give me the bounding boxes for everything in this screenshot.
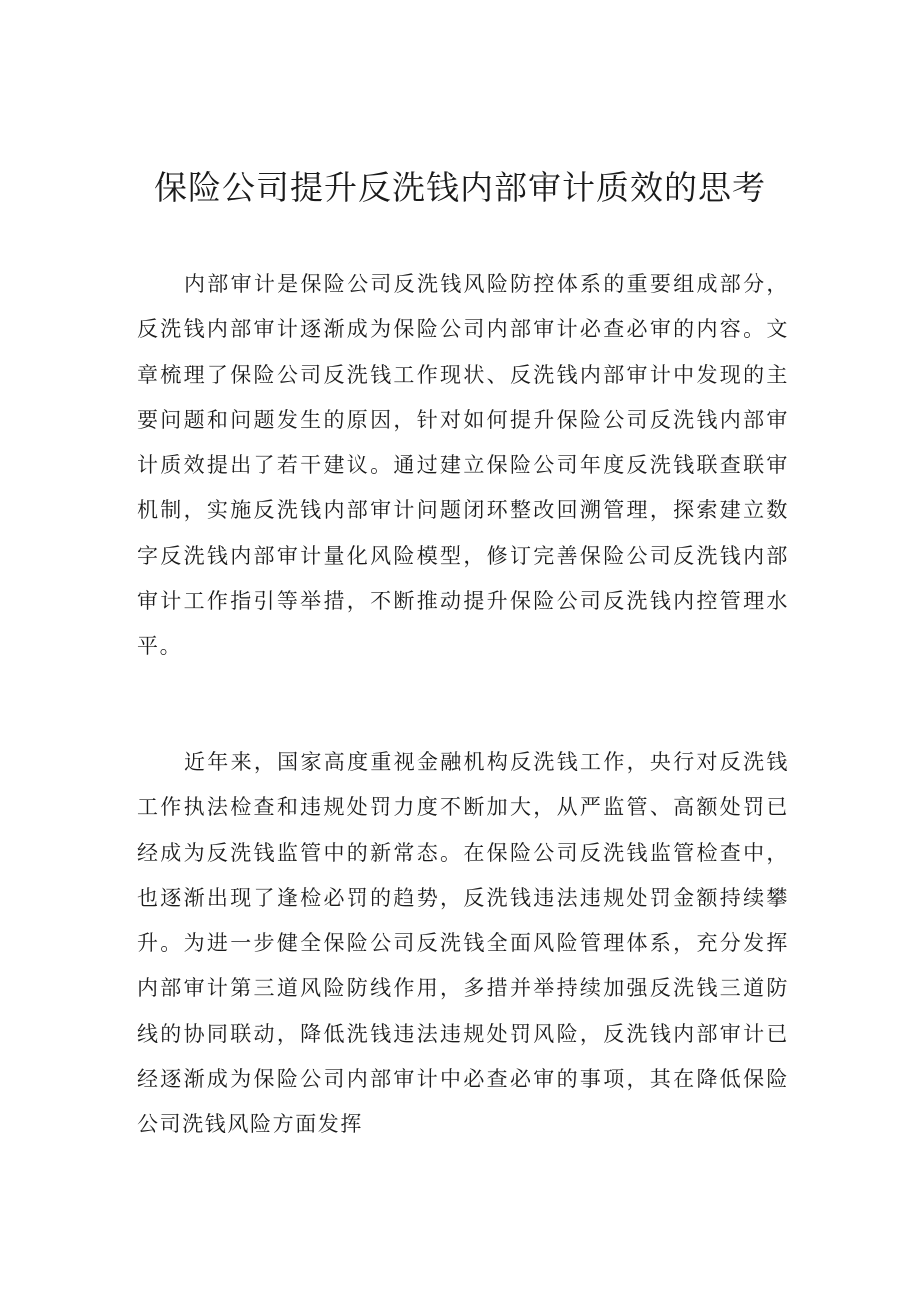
abstract-paragraph: 内部审计是保险公司反洗钱风险防控体系的重要组成部分，反洗钱内部审计逐渐成为保险公司内部审计必查必审的内容。文章梳理了保险公司反洗钱工作现状、反洗钱内部审计中发现的主要问题和问题发生的原因，针对如何提升保险公司反洗钱内部审计质效提出了若干建议。通过建立保险公司年度反洗钱联查联审机制，实施反洗钱内部审计问题闭环整改回溯管理，探索建立数字反洗钱内部审计量化风险模型，修订完善保险公司反洗钱内部审计工作指引等举措，不断推动提升保险公司反洗钱内控管理水平。 <box>137 272 789 659</box>
document-title: 保险公司提升反洗钱内部审计质效的思考 <box>154 168 766 207</box>
body-paragraph: 近年来，国家高度重视金融机构反洗钱工作，央行对反洗钱工作执法检查和违规处罚力度不断加大，从严监管、高额处罚已经成为反洗钱监管中的新常态。在保险公司反洗钱监管检查中，也逐渐出现了逢检必罚的趋势，反洗钱违法违规处罚金额持续攀升。为进一步健全保险公司反洗钱全面风险管理体系，充分发挥内部审计第三道风险防线作用，多措并举持续加强反洗钱三道防线的协同联动，降低洗钱违法违规处罚风险，反洗钱内部审计已经逐渐成为保险公司内部审计中必查必审的事项，其在降低保险公司洗钱风险方面发挥 <box>137 750 789 1137</box>
